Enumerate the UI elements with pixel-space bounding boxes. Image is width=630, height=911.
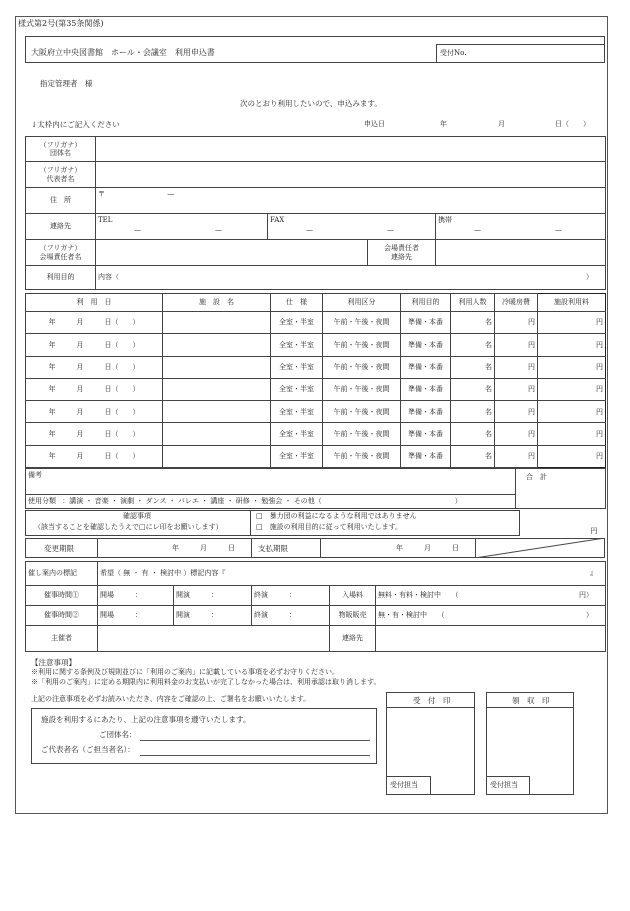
tel-field[interactable] — [96, 214, 268, 240]
usage-fee[interactable]: 円 — [538, 334, 606, 356]
usage-aircon[interactable]: 円 — [495, 334, 538, 356]
usage-purpose[interactable]: 準備・本番 — [401, 445, 451, 467]
guide-display-field[interactable] — [98, 562, 606, 586]
admission-label: 入場料 — [330, 586, 376, 606]
payment-deadline-value[interactable]: 年 月 日 — [396, 544, 459, 552]
receipt-no-label: 受付No. — [440, 49, 467, 57]
confirm-item-1[interactable]: □ 暴力団の利益になるような利用ではありません — [256, 512, 417, 520]
usage-persons[interactable]: 名 — [451, 401, 495, 423]
notes-line-2: ※「利用のご案内」に定める期限内に利用料金のお支払いが完了しなかった場合は、利用承認は取り消します。 — [31, 678, 381, 686]
sales-field[interactable] — [376, 606, 606, 626]
guide-display-label: 催し案内の標記 — [26, 562, 98, 586]
usage-persons[interactable]: 名 — [451, 312, 495, 334]
usage-aircon[interactable]: 円 — [495, 401, 538, 423]
header-date: 利 用 日 — [26, 294, 163, 312]
usage-spec[interactable]: 全室・半室 — [271, 401, 323, 423]
tel-label: TEL — [98, 216, 113, 224]
venue-manager-field[interactable] — [96, 240, 368, 266]
sales-label: 物販販売 — [330, 606, 376, 626]
usage-spec[interactable]: 全室・半室 — [271, 312, 323, 334]
usage-aircon[interactable]: 円 — [495, 356, 538, 378]
usage-aircon[interactable]: 円 — [495, 312, 538, 334]
application-date-label: 申込日 — [364, 120, 385, 128]
organizer-contact-field[interactable] — [376, 626, 606, 652]
purpose-field[interactable] — [96, 266, 606, 290]
confirm-item-2[interactable]: □ 施設の利用目的に従って利用いたします。 — [256, 523, 403, 531]
usage-fee[interactable]: 円 — [538, 445, 606, 467]
usage-persons[interactable]: 名 — [451, 334, 495, 356]
tel-dash-2: — — [215, 226, 222, 235]
usage-date[interactable]: 年 月 日（ ） — [26, 445, 163, 467]
usage-persons[interactable]: 名 — [451, 423, 495, 445]
usage-category-label: 使用分類 — [28, 497, 56, 506]
usage-date[interactable]: 年 月 日（ ） — [26, 378, 163, 400]
notes-title: 【注意事項】 — [31, 658, 76, 667]
event-time-2-label: 催事時間② — [26, 606, 98, 626]
fax-label: FAX — [270, 216, 285, 224]
usage-aircon[interactable]: 円 — [495, 378, 538, 400]
total-label: 合 計 — [526, 473, 547, 481]
event-time-1-open[interactable]: 開場 ： — [98, 586, 174, 606]
payment-deadline-label: 支払期限 — [258, 544, 288, 553]
sales-close: ） — [586, 611, 593, 620]
group-name-field[interactable] — [96, 137, 606, 162]
usage-facility[interactable] — [163, 445, 271, 467]
mobile-dash-2: — — [555, 226, 562, 235]
header-persons: 利用人数 — [451, 294, 495, 312]
venue-manager-contact-label: 会場責任者 連絡先 — [368, 240, 436, 266]
usage-header-row — [26, 294, 606, 312]
lead-text: 次のとおり利用したいので、申込みます。 — [240, 99, 382, 108]
usage-row — [26, 445, 606, 467]
sales-value: 無・有・検討中 （ — [378, 611, 445, 620]
total-cell: 合 計 円 — [516, 469, 606, 509]
fax-dash-1: — — [306, 226, 313, 235]
usage-facility[interactable] — [163, 312, 271, 334]
reception-stamp-label: 受 付 印 — [413, 696, 451, 705]
guide-display-value: 希望（ 無 ・ 有 ・ 検討中 ）標記内容『 — [100, 569, 226, 578]
tel-dash-1: — — [134, 226, 141, 235]
usage-category-options: ：講演 ・ 音楽 ・ 演劇 ・ ダンス ・ バレエ ・ 講座 ・ 研修 ・ 勉強会 ・ その他（ ） — [62, 497, 462, 506]
pledge-text: 施設を利用するにあたり、上記の注意事項を遵守いたします。 — [41, 715, 251, 724]
address-field[interactable] — [96, 188, 606, 214]
usage-aircon[interactable]: 円 — [495, 423, 538, 445]
purpose-close: ） — [586, 273, 593, 282]
postal-mark: 〒 — [98, 190, 105, 198]
pledge-rep-label: ご代表者名（ご担当者名）： — [41, 745, 135, 754]
organizer-field[interactable] — [98, 626, 330, 652]
usage-division[interactable]: 午前・午後・夜間 — [323, 378, 401, 400]
organizer-label: 主催者 — [26, 626, 98, 652]
form-number: 様式第2号(第35条関係) — [18, 19, 104, 28]
event-time-1-label: 催事時間① — [26, 586, 98, 606]
usage-date[interactable]: 年 月 日（ ） — [26, 312, 163, 334]
instruction: ↓太枠内にご記入ください — [31, 120, 120, 129]
usage-division[interactable]: 午前・午後・夜間 — [323, 356, 401, 378]
group-name-label: （フリガナ） 団体名 — [26, 137, 96, 162]
event-time-1-end[interactable]: 終演 ： — [252, 586, 330, 606]
usage-purpose[interactable]: 準備・本番 — [401, 312, 451, 334]
header-purpose: 利用目的 — [401, 294, 451, 312]
usage-division[interactable]: 午前・午後・夜間 — [323, 312, 401, 334]
mobile-label: 携帯 — [438, 216, 452, 224]
header-spec: 仕 様 — [271, 294, 323, 312]
usage-row — [26, 312, 606, 334]
pledge-group-line[interactable] — [140, 740, 370, 741]
usage-facility[interactable] — [163, 378, 271, 400]
usage-date[interactable]: 年 月 日（ ） — [26, 356, 163, 378]
addressee: 指定管理者 様 — [40, 79, 93, 88]
usage-fee[interactable]: 円 — [538, 423, 606, 445]
mobile-dash-1: — — [474, 226, 481, 235]
confirm-instruction: （該当することを確認したうえで□にレ印をお願いします） — [34, 523, 223, 531]
header-division: 利用区分 — [323, 294, 401, 312]
usage-row — [26, 378, 606, 400]
usage-division[interactable]: 午前・午後・夜間 — [323, 423, 401, 445]
fax-dash-2: — — [387, 226, 394, 235]
admission-field[interactable] — [376, 586, 606, 606]
usage-spec[interactable]: 全室・半室 — [271, 334, 323, 356]
usage-row — [26, 423, 606, 445]
usage-persons[interactable]: 名 — [451, 378, 495, 400]
usage-spec[interactable]: 全室・半室 — [271, 423, 323, 445]
event-time-2-end[interactable]: 終演 ： — [252, 606, 330, 626]
event-time-1-start[interactable]: 開演 ： — [174, 586, 252, 606]
usage-purpose[interactable]: 準備・本番 — [401, 401, 451, 423]
usage-facility[interactable] — [163, 334, 271, 356]
remarks-label: 備考 — [28, 471, 42, 479]
usage-purpose[interactable]: 準備・本番 — [401, 378, 451, 400]
usage-table — [25, 293, 606, 468]
header-aircon: 冷暖房費 — [495, 294, 538, 312]
postal-dash: — — [167, 190, 175, 198]
header-fee: 施設利用料 — [538, 294, 606, 312]
applicant-table — [25, 136, 606, 290]
venue-manager-contact-field[interactable] — [436, 240, 606, 266]
header-facility: 施 設 名 — [163, 294, 271, 312]
guide-display-close: 』 — [590, 569, 597, 578]
event-time-2-open[interactable]: 開場 ： — [98, 606, 174, 626]
organizer-contact-label: 連絡先 — [330, 626, 376, 652]
purpose-content-label: 内容（ — [98, 273, 119, 282]
representative-field[interactable] — [96, 162, 606, 188]
usage-row — [26, 334, 606, 356]
fax-field[interactable] — [268, 214, 436, 240]
usage-spec[interactable]: 全室・半室 — [271, 378, 323, 400]
usage-aircon[interactable]: 円 — [495, 445, 538, 467]
usage-division[interactable]: 午前・午後・夜間 — [323, 401, 401, 423]
contact-label: 連絡先 — [26, 214, 96, 240]
receipt-stamp-label: 領 収 印 — [512, 696, 550, 705]
usage-facility[interactable] — [163, 356, 271, 378]
usage-date[interactable]: 年 月 日（ ） — [26, 423, 163, 445]
event-time-2-start[interactable]: 開演 ： — [174, 606, 252, 626]
usage-fee[interactable]: 円 — [538, 378, 606, 400]
deadline-diagonal — [475, 538, 605, 558]
usage-spec[interactable]: 全室・半室 — [271, 356, 323, 378]
application-date-day: 日（ ） — [555, 120, 590, 128]
usage-fee[interactable]: 円 — [538, 356, 606, 378]
change-deadline-value[interactable]: 年 月 日 — [172, 544, 235, 552]
representative-label: （フリガナ） 代表者名 — [26, 162, 96, 188]
confirm-label: 確認事項 — [123, 512, 151, 520]
purpose-label: 利用目的 — [26, 266, 96, 290]
usage-facility[interactable] — [163, 423, 271, 445]
usage-date[interactable]: 年 月 日（ ） — [26, 334, 163, 356]
application-date-month: 月 — [498, 120, 505, 128]
usage-facility[interactable] — [163, 401, 271, 423]
address-label: 住 所 — [26, 188, 96, 214]
receipt-staff-label: 受付担当 — [490, 781, 518, 789]
usage-purpose[interactable]: 準備・本番 — [401, 423, 451, 445]
notes-line-1: ※利用に関する条例及び規則並びに「利用のご案内」に記載している事項を必ずお守りください。 — [31, 668, 339, 676]
remarks-field[interactable] — [26, 469, 516, 495]
usage-persons[interactable]: 名 — [451, 445, 495, 467]
usage-persons[interactable]: 名 — [451, 356, 495, 378]
usage-date[interactable]: 年 月 日（ ） — [26, 401, 163, 423]
usage-division[interactable]: 午前・午後・夜間 — [323, 334, 401, 356]
venue-manager-label: （フリガナ） 会場責任者名 — [26, 240, 96, 266]
event-table — [25, 561, 606, 652]
usage-category-field[interactable] — [26, 495, 516, 509]
pledge-rep-line[interactable] — [140, 755, 370, 756]
doc-title: 大阪府立中央図書館 ホール・会議室 利用申込書 — [31, 48, 215, 57]
reception-staff-label: 受付担当 — [390, 781, 418, 789]
admission-close: 円） — [579, 591, 593, 600]
usage-purpose[interactable]: 準備・本番 — [401, 334, 451, 356]
signature-request: 上記の注意事項を必ずお読みいただき、内容をご確認の上、ご署名をお願いいたします。 — [31, 695, 311, 703]
usage-fee[interactable]: 円 — [538, 312, 606, 334]
application-date-year: 年 — [440, 120, 447, 128]
usage-spec[interactable]: 全室・半室 — [271, 445, 323, 467]
usage-row — [26, 401, 606, 423]
usage-row — [26, 356, 606, 378]
pledge-group-label: ご団体名： — [99, 730, 137, 739]
change-deadline-label: 変更期限 — [44, 544, 74, 553]
usage-purpose[interactable]: 準備・本番 — [401, 356, 451, 378]
usage-division[interactable]: 午前・午後・夜間 — [323, 445, 401, 467]
admission-value: 無料・有料・検討中 （ — [378, 591, 459, 600]
mobile-field[interactable] — [436, 214, 606, 240]
usage-fee[interactable]: 円 — [538, 401, 606, 423]
